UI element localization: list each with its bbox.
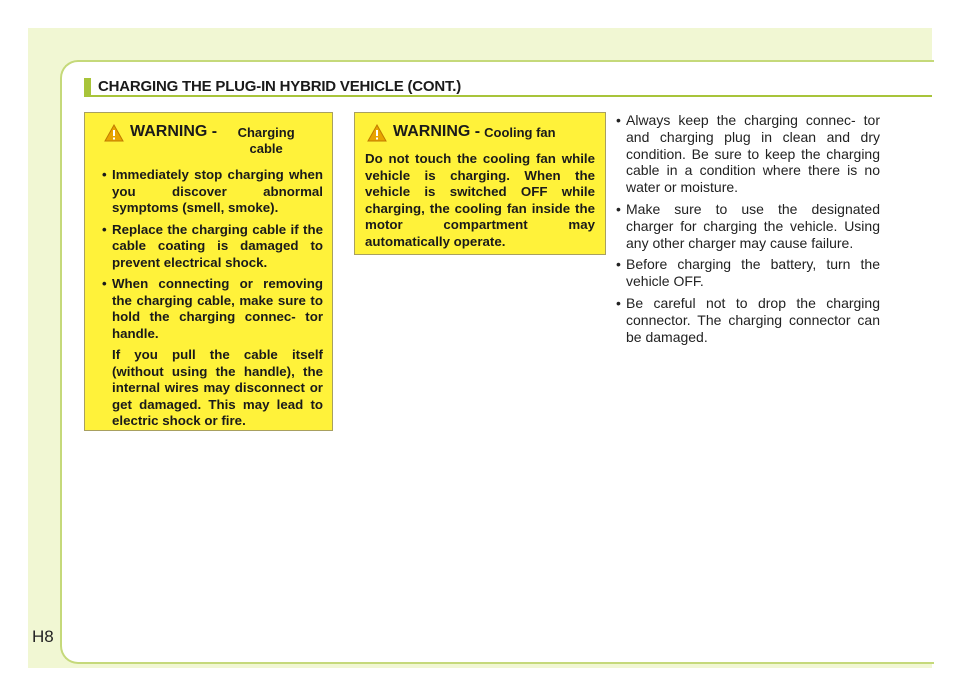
warning-triangle-icon — [367, 124, 387, 142]
list-item: • When connecting or removing the charging cable, make sure to hold the charging connec- tor handle. If you pull the cable itself (without using the handle), the internal wires may disconnect or get damaged. This may lead to electric shock or fire. — [102, 276, 323, 428]
warning-box-charging-cable — [84, 112, 333, 431]
page-number: H8 — [32, 627, 54, 646]
warning-label: WARNING - — [393, 123, 481, 140]
warning-triangle-icon — [104, 124, 124, 142]
warning-topic: Charging cable — [237, 125, 295, 156]
warning-title — [365, 123, 595, 142]
warning-box-cooling-fan — [354, 112, 606, 255]
header-rule — [84, 95, 932, 97]
warning-title — [96, 123, 323, 157]
warning-label: WARNING - — [130, 123, 218, 140]
list-item: • Replace the charging cable if the cable coating is damaged to prevent electrical shock. — [102, 221, 323, 270]
section-title: CHARGING THE PLUG-IN HYBRID VEHICLE (CONT.) — [84, 78, 461, 96]
warning-list — [96, 167, 323, 430]
list-item: • Always keep the charging connec- tor and charging plug in clean and dry condition. Be sure to keep the charging cable in a condition where there is no water or moisture. — [616, 112, 880, 196]
warning-followup: If you pull the cable itself (without using the handle), the internal wires may disconnect or get damaged. This may lead to electric shock or fire. — [112, 347, 323, 428]
list-item: • Immediately stop charging when you discover abnormal symptoms (smell, smoke). — [102, 167, 323, 215]
list-item: • Be careful not to drop the charging connector. The charging connector can be damaged. — [616, 294, 880, 345]
list-item: • Before charging the battery, turn the vehicle OFF. — [616, 256, 880, 290]
instructions-column — [612, 112, 880, 350]
list-item: • Make sure to use the designated charger for charging the vehicle. Using any other charger may cause failure. — [616, 200, 880, 251]
warning-body: Do not touch the cooling fan while vehicle is charging. When the vehicle is switched OFF while charging, the cooling fan inside the motor compartment may automatically operate. — [365, 151, 595, 249]
warning-topic: Cooling fan — [484, 125, 556, 140]
instruction-list — [612, 112, 880, 345]
